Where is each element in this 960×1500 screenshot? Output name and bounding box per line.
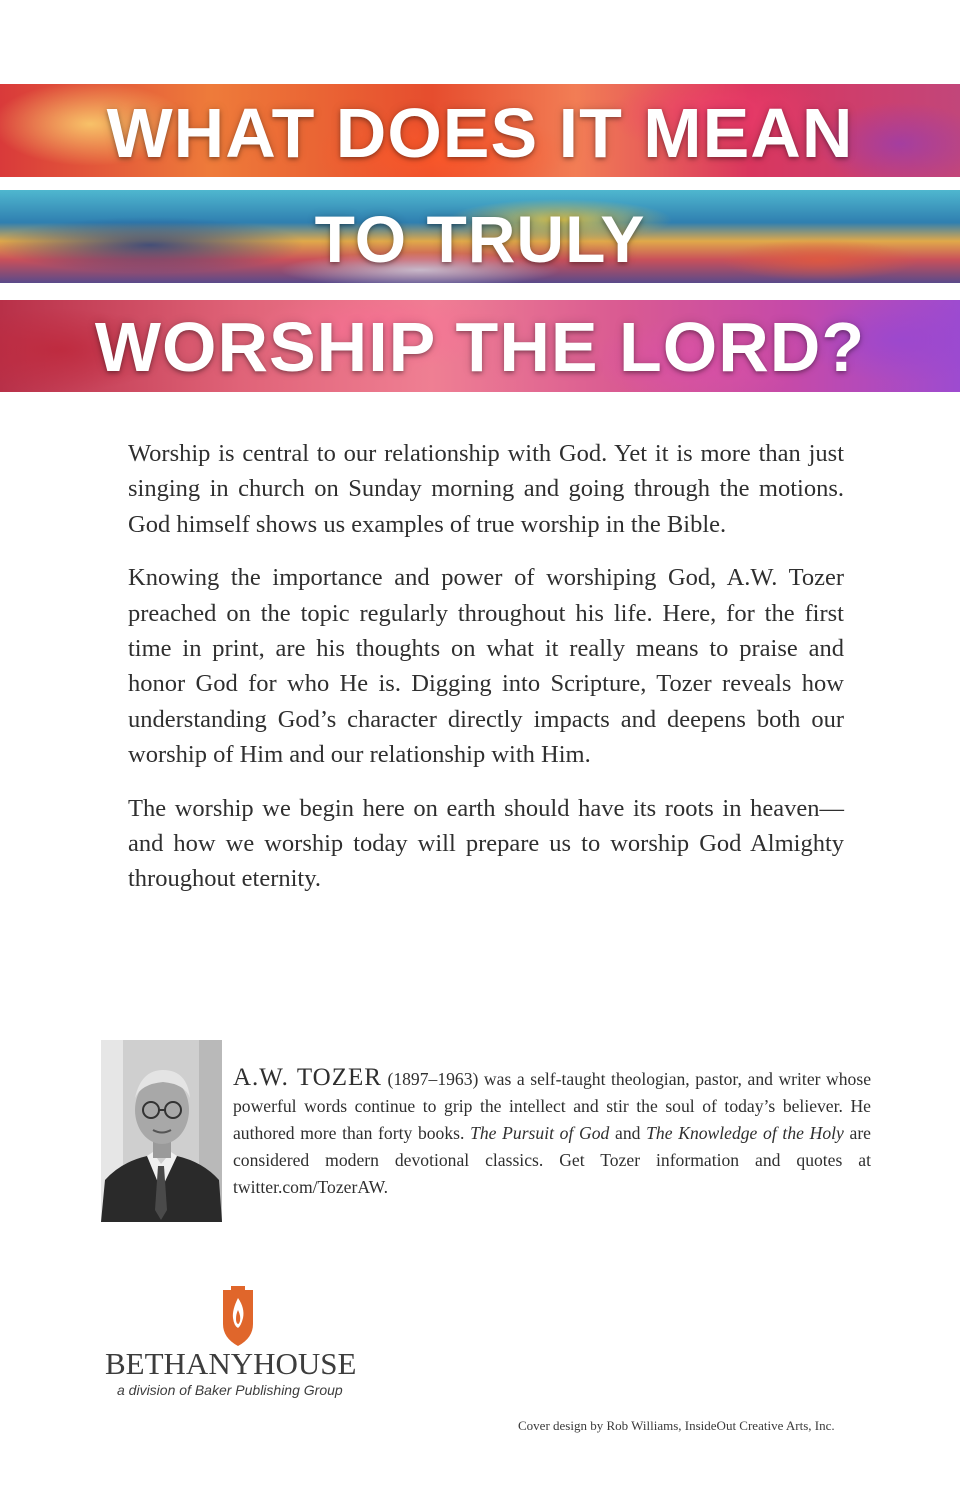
title-banner-line-1: [0, 84, 960, 177]
description-paragraph-3: The worship we begin here on earth should have its roots in heaven—and how we worship today will prepare us to worship God Almighty throughout eternity.: [128, 794, 844, 893]
title-line-1: WHAT DOES IT MEAN: [106, 93, 854, 172]
bio-text-part-2: and: [609, 1123, 647, 1143]
book-description: [128, 436, 844, 915]
author-bio: [233, 1064, 871, 1201]
flame-candle-icon: [221, 1286, 255, 1348]
title-line-3: WORSHIP THE LORD?: [94, 308, 866, 386]
description-paragraph-2: Knowing the importance and power of worshiping God, A.W. Tozer preached on the topic regularly throughout his life. Here, for the first time in print, are his thoughts on what it really means to praise and honor God for who He is. Digging into Scripture, Tozer reveals how understanding God’s character directly impacts and deepens both our worship of Him and our relationship with Him.: [128, 564, 844, 769]
title-banner-line-2: [0, 190, 960, 283]
title-banner-line-3: [0, 300, 960, 392]
book-title-2: The Knowledge of the Holy: [646, 1123, 844, 1143]
description-paragraph-1: Worship is central to our relationship with God. Yet it is more than just singing in church on Sunday morning and going through the motions. God himself shows us examples of true worship in the Bible.: [128, 440, 844, 538]
title-line-2: TO TRULY: [314, 201, 646, 276]
author-portrait-icon: [101, 1040, 222, 1222]
publisher-tagline: a division of Baker Publishing Group: [117, 1382, 343, 1398]
bio-text-part-3: are considered modern devotional classics. Get Tozer information and quotes at twitter.com/TozerAW.: [233, 1123, 871, 1197]
publisher-logo: [103, 1286, 383, 1406]
book-title-1: The Pursuit of God: [470, 1123, 610, 1143]
bio-text-part-1: (1897–1963) was a self-taught theologian, pastor, and writer whose powerful words continue to grip the intellect and stir the soul of today’s believer. He authored more than forty books.: [233, 1069, 872, 1143]
author-photo: [101, 1040, 222, 1222]
publisher-name: BETHANYHOUSE: [105, 1346, 357, 1381]
author-name: A.W. TOZER: [233, 1064, 382, 1091]
cover-design-credit: Cover design by Rob Williams, InsideOut Creative Arts, Inc.: [518, 1418, 835, 1433]
